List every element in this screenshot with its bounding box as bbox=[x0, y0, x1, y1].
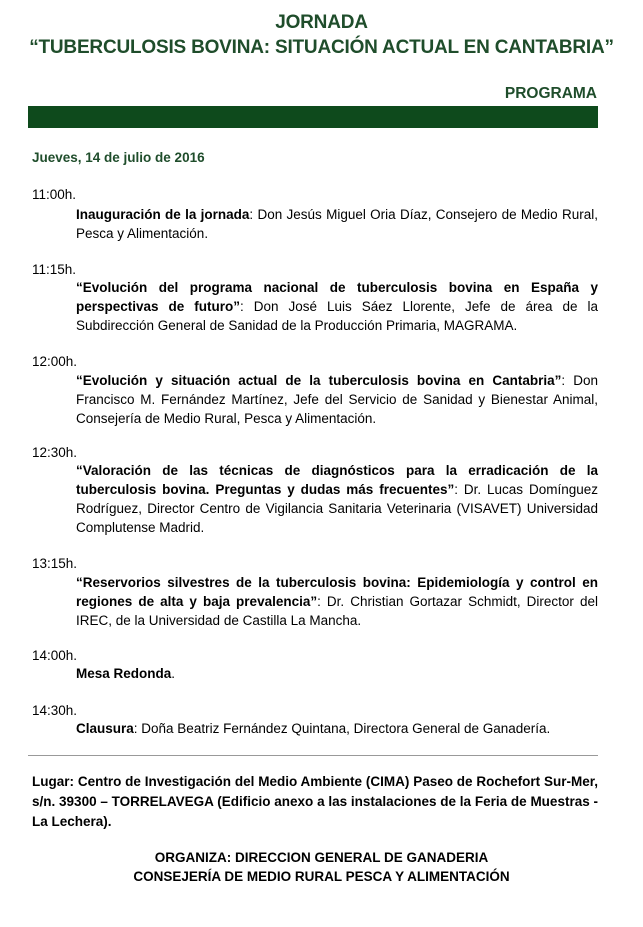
schedule-description bbox=[76, 205, 598, 243]
schedule-title: “Valoración de las técnicas de diagnósticos para la erradicación de la tuberculosis bovina. Preguntas y dudas más frecuentes” bbox=[76, 463, 598, 497]
schedule-title: Mesa Redonda bbox=[76, 666, 172, 681]
schedule-detail: : Don Francisco M. Fernández Martínez, Jefe del Servicio de Sanidad y Bienestar Animal, Consejería de Medio Rural, Pesca y Alimentación. bbox=[76, 373, 598, 426]
schedule-time: 12:00h. bbox=[32, 354, 78, 369]
schedule-detail: : Dr. Christian Gortazar Schmidt, Director del IREC, de la Universidad de Castilla La Mancha. bbox=[76, 594, 598, 628]
schedule-title: “Reservorios silvestres de la tuberculosis bovina: Epidemiología y control en regiones de alta y baja prevalencia” bbox=[76, 575, 598, 609]
document-title-line1: JORNADA bbox=[275, 12, 368, 33]
schedule-description bbox=[76, 461, 598, 537]
schedule-description bbox=[76, 371, 598, 428]
schedule-detail: . bbox=[171, 666, 176, 681]
schedule-detail: : Doña Beatriz Fernández Quintana, Directora General de Ganadería. bbox=[133, 721, 551, 736]
programa-heading: PROGRAMA bbox=[504, 85, 597, 102]
schedule-detail: : Don José Luis Sáez Llorente, Jefe de área de la Subdirección General de Sanidad de la Producción Primaria, MAGRAMA. bbox=[76, 299, 598, 333]
schedule-description bbox=[76, 719, 598, 738]
organizer-line2: CONSEJERÍA DE MEDIO RURAL PESCA Y ALIMENTACIÓN bbox=[133, 869, 510, 884]
schedule-title: “Evolución del programa nacional de tuberculosis bovina en España y perspectivas de futuro” bbox=[76, 280, 598, 314]
schedule-time: 11:00h. bbox=[32, 187, 77, 202]
schedule-description bbox=[76, 664, 598, 683]
schedule-time: 14:30h. bbox=[32, 703, 78, 718]
schedule-detail: : Dr. Lucas Domínguez Rodríguez, Director Centro de Vigilancia Sanitaria Veterinaria (VISAVET) Universidad Complutense Madrid. bbox=[76, 482, 598, 535]
schedule-description bbox=[76, 278, 598, 335]
schedule-description bbox=[76, 573, 598, 630]
schedule-title: Inauguración de la jornada bbox=[76, 207, 250, 222]
schedule-title: “Evolución y situación actual de la tuberculosis bovina en Cantabria” bbox=[76, 373, 562, 388]
organizer-line1: ORGANIZA: DIRECCION GENERAL DE GANADERIA bbox=[154, 850, 489, 865]
section-divider bbox=[28, 755, 598, 756]
schedule-time: 12:30h. bbox=[32, 445, 78, 460]
schedule-time: 11:15h. bbox=[32, 262, 77, 277]
document-title-line2: “TUBERCULOSIS BOVINA: SITUACIÓN ACTUAL EN CANTABRIA” bbox=[29, 37, 614, 58]
schedule-title: Clausura bbox=[76, 721, 134, 736]
venue-location: Lugar: Centro de Investigación del Medio Ambiente (CIMA) Paseo de Rochefort Sur-Mer, s/n. 39300 – TORRELAVEGA (Edificio anexo a las instalaciones de la Feria de Muestras - La Lechera). bbox=[32, 774, 598, 829]
schedule-time: 14:00h. bbox=[32, 648, 78, 663]
schedule-time: 13:15h. bbox=[32, 556, 78, 571]
event-date: Jueves, 14 de julio de 2016 bbox=[32, 150, 205, 165]
green-banner-bar bbox=[28, 106, 598, 128]
schedule-detail: : Don Jesús Miguel Oria Díaz, Consejero de Medio Rural, Pesca y Alimentación. bbox=[76, 207, 598, 241]
